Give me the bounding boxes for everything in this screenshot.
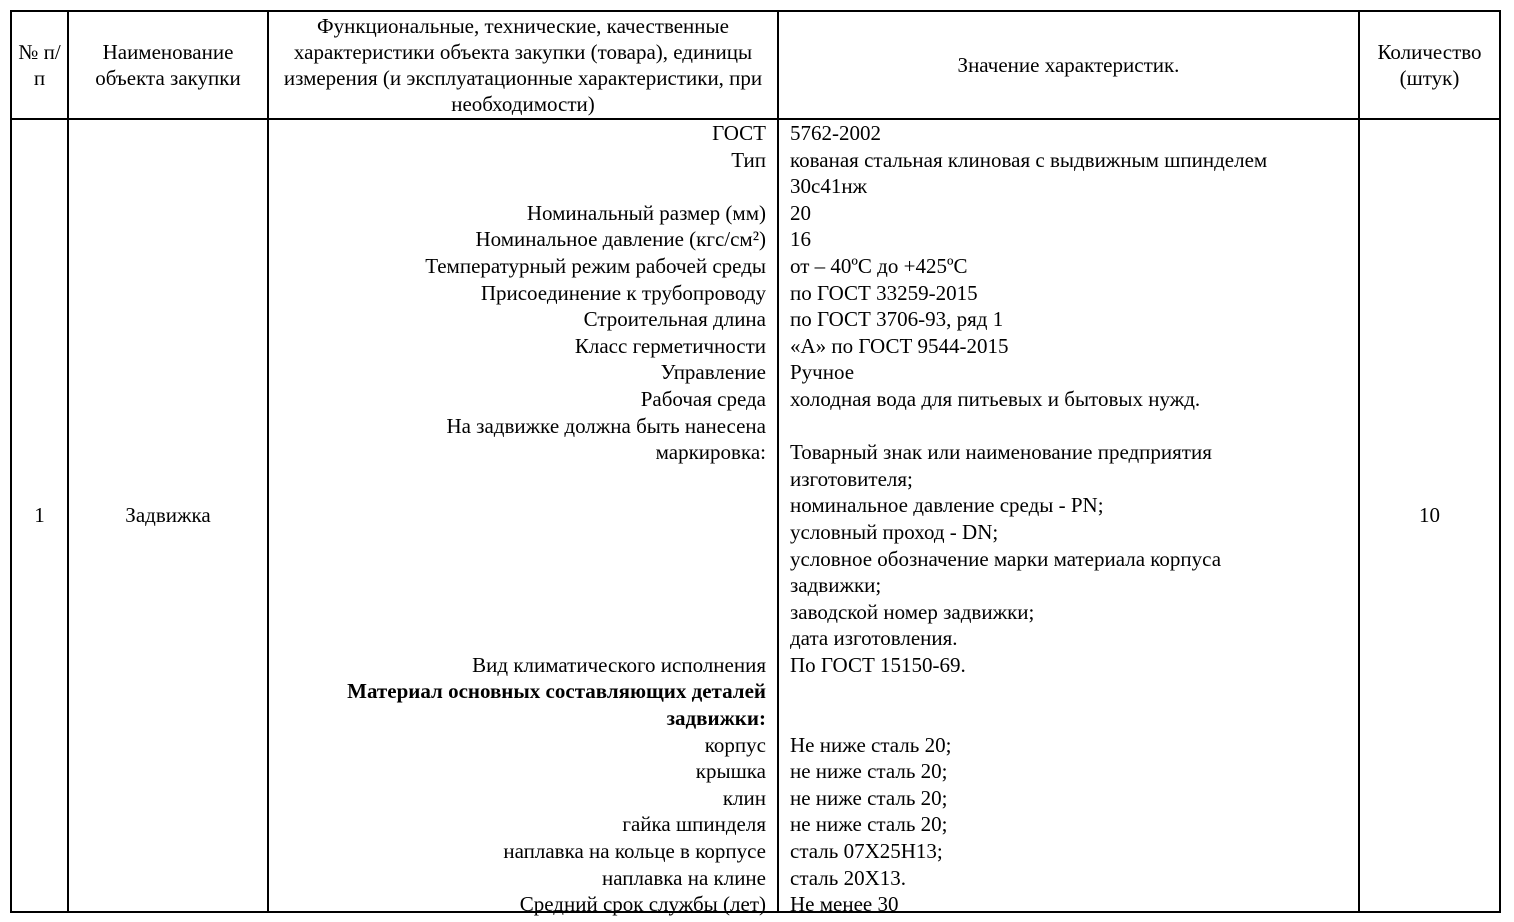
value-marking-7: заводской номер задвижки; xyxy=(790,599,1035,624)
value-temperature: от – 40ºС до +425ºС xyxy=(790,253,968,278)
value-nominal-pressure: 16 xyxy=(790,227,811,252)
label-gost: ГОСТ xyxy=(712,121,766,145)
header-value: Значение характеристик. xyxy=(957,53,1180,77)
label-materials-heading-1: Материал основных составляющих деталей xyxy=(347,679,766,704)
label-cover: крышка xyxy=(695,759,766,784)
label-length: Строительная длина xyxy=(583,307,766,332)
value-marking-6: задвижки; xyxy=(790,573,882,598)
label-body-ring-overlay: наплавка на кольце в корпусе xyxy=(503,839,766,864)
value-blank xyxy=(790,705,1350,732)
value-marking-8: дата изготовления. xyxy=(790,626,958,651)
value-marking-3: номинальное давление среды - PN; xyxy=(790,493,1104,518)
characteristics-list xyxy=(270,120,766,918)
label-wedge-overlay: наплавка на клине xyxy=(602,865,766,890)
value-blank xyxy=(790,413,1350,440)
value-service-life: Не менее 30 xyxy=(790,892,899,917)
value-blank xyxy=(790,678,1350,705)
label-blank xyxy=(270,173,766,200)
header-name: Наименование объекта закупки xyxy=(95,40,241,90)
spec-table xyxy=(10,10,1501,917)
header-characteristics: Функциональные, технические, качественные характеристики объекта закупки (товара), единицы измерения (и эксплуатационные характеристики, при необходимости) xyxy=(283,14,763,116)
label-marking-1: На задвижке должна быть нанесена xyxy=(446,413,766,438)
value-marking-4: условный проход - DN; xyxy=(790,519,999,544)
value-wedge-overlay: сталь 20Х13. xyxy=(790,865,906,890)
label-blank xyxy=(270,519,766,546)
label-blank xyxy=(270,546,766,573)
value-marking-2: изготовителя; xyxy=(790,466,913,491)
label-service-life: Средний срок службы (лет) xyxy=(519,892,766,917)
value-marking-5: условное обозначение марки материала корпуса xyxy=(790,546,1222,571)
label-blank xyxy=(270,466,766,493)
label-materials-heading-2: задвижки: xyxy=(666,706,766,731)
label-blank xyxy=(270,572,766,599)
value-gost: 5762-2002 xyxy=(790,121,881,145)
label-nominal-size: Номинальный размер (мм) xyxy=(526,200,766,225)
label-nominal-pressure: Номинальное давление (кгс/см²) xyxy=(475,227,766,252)
value-length: по ГОСТ 3706-93, ряд 1 xyxy=(790,307,1004,332)
row-number: 1 xyxy=(34,503,45,528)
value-type-1: кованая стальная клиновая с выдвижным шпинделем xyxy=(790,147,1268,172)
label-temperature: Температурный режим рабочей среды xyxy=(425,253,766,278)
value-body: Не ниже сталь 20; xyxy=(790,732,952,757)
value-connection: по ГОСТ 33259-2015 xyxy=(790,280,978,305)
value-climate: По ГОСТ 15150-69. xyxy=(790,652,966,677)
label-marking-2: маркировка: xyxy=(655,440,766,465)
value-medium: холодная вода для питьевых и бытовых нужд. xyxy=(790,386,1201,411)
value-marking-1: Товарный знак или наименование предприятия xyxy=(790,440,1212,465)
label-climate: Вид климатического исполнения xyxy=(472,652,766,677)
label-medium: Рабочая среда xyxy=(640,386,766,411)
value-control: Ручное xyxy=(790,360,855,385)
value-type-2: 30с41нж xyxy=(790,174,868,199)
values-list xyxy=(790,120,1350,918)
label-spindle-nut: гайка шпинделя xyxy=(622,812,766,837)
header-quantity: Количество (штук) xyxy=(1377,40,1482,90)
value-nominal-size: 20 xyxy=(790,200,811,225)
label-control: Управление xyxy=(660,360,766,385)
label-blank xyxy=(270,625,766,652)
row-quantity: 10 xyxy=(1419,503,1440,528)
label-body: корпус xyxy=(704,732,766,757)
label-tightness: Класс герметичности xyxy=(574,333,766,358)
value-body-ring-overlay: сталь 07Х25Н13; xyxy=(790,839,943,864)
label-connection: Присоединение к трубопроводу xyxy=(480,280,766,305)
label-blank xyxy=(270,492,766,519)
column-divider xyxy=(777,12,779,911)
value-cover: не ниже сталь 20; xyxy=(790,759,948,784)
label-wedge: клин xyxy=(722,785,766,810)
header-num: № п/п xyxy=(18,40,61,90)
row-item-name: Задвижка xyxy=(125,503,211,528)
value-tightness: «А» по ГОСТ 9544-2015 xyxy=(790,333,1009,358)
value-spindle-nut: не ниже сталь 20; xyxy=(790,812,948,837)
column-divider xyxy=(267,12,269,911)
label-blank xyxy=(270,599,766,626)
value-wedge: не ниже сталь 20; xyxy=(790,785,948,810)
label-type: Тип xyxy=(731,147,766,172)
